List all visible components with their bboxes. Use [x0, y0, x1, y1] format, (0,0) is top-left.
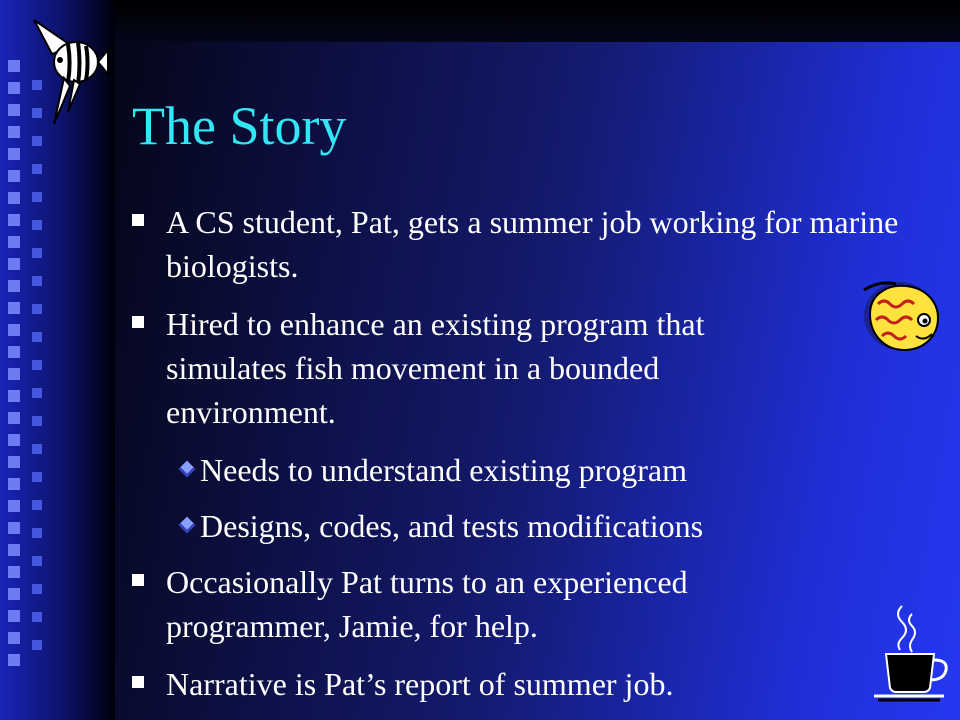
decor-square: [8, 170, 20, 182]
decor-square: [8, 412, 20, 424]
slide-content: [132, 200, 922, 720]
decor-square: [8, 500, 20, 512]
decor-square: [32, 164, 42, 174]
decor-square: [8, 82, 20, 94]
diamond-bullet-icon: [179, 461, 196, 478]
decor-square: [8, 478, 20, 490]
bullet-item: [132, 302, 922, 434]
bullet-item: [132, 662, 922, 706]
decor-square: [32, 528, 42, 538]
decor-square: [32, 584, 42, 594]
decor-square: [32, 136, 42, 146]
angelfish-icon: [24, 12, 110, 128]
decor-square: [32, 332, 42, 342]
decor-square: [32, 248, 42, 258]
decor-square: [8, 126, 20, 138]
decor-square: [32, 444, 42, 454]
coffee-cup-icon: [868, 600, 952, 704]
decor-square: [32, 640, 42, 650]
decor-square: [8, 544, 20, 556]
decor-square: [8, 522, 20, 534]
square-column: [8, 60, 30, 700]
decor-square: [32, 360, 42, 370]
decor-square: [8, 104, 20, 116]
slide-title: The Story: [132, 96, 347, 156]
decor-square: [32, 612, 42, 622]
decor-square: [8, 390, 20, 402]
square-bullet-icon: [132, 316, 144, 328]
bullet-text: A CS student, Pat, gets a summer job working for marine biologists.: [166, 204, 899, 284]
decor-square: [8, 280, 20, 292]
sub-bullet-item: [180, 448, 922, 492]
bullet-item: [132, 560, 922, 648]
decor-square: [8, 588, 20, 600]
decor-square: [32, 276, 42, 286]
decor-square: [8, 346, 20, 358]
decor-square: [32, 500, 42, 510]
decor-square: [32, 472, 42, 482]
decor-square: [32, 220, 42, 230]
decor-square: [32, 416, 42, 426]
decor-square: [8, 192, 20, 204]
decor-square: [8, 302, 20, 314]
decor-square: [8, 60, 20, 72]
decor-square: [8, 324, 20, 336]
decor-square: [32, 192, 42, 202]
decor-square: [8, 456, 20, 468]
diamond-bullet-icon: [179, 517, 196, 534]
decor-square: [32, 556, 42, 566]
yellow-fish-icon: [860, 280, 942, 356]
decor-square: [8, 368, 20, 380]
bullet-text: Narrative is Pat’s report of summer job.: [166, 666, 674, 702]
sub-bullet-text: Needs to understand existing program: [200, 452, 687, 488]
decor-square: [8, 566, 20, 578]
bullet-item: [132, 200, 922, 288]
square-bullet-icon: [132, 574, 144, 586]
square-bullet-icon: [132, 676, 144, 688]
decor-square: [32, 304, 42, 314]
sub-bullet-item: [180, 504, 922, 548]
decor-square: [8, 632, 20, 644]
square-bullet-icon: [132, 214, 144, 226]
square-column-inner: [32, 80, 46, 680]
decor-square: [8, 654, 20, 666]
decor-square: [8, 610, 20, 622]
bullet-text: Occasionally Pat turns to an experienced programmer, Jamie, for help.: [166, 564, 688, 644]
top-dark-band: [115, 0, 960, 42]
sub-bullet-text: Designs, codes, and tests modifications: [200, 508, 704, 544]
decor-square: [8, 214, 20, 226]
decor-square: [8, 258, 20, 270]
decor-square: [32, 388, 42, 398]
decor-square: [8, 236, 20, 248]
decor-square: [8, 148, 20, 160]
decor-square: [8, 434, 20, 446]
bullet-text: Hired to enhance an existing program that simulates fish movement in a bounded environment.: [166, 306, 705, 430]
